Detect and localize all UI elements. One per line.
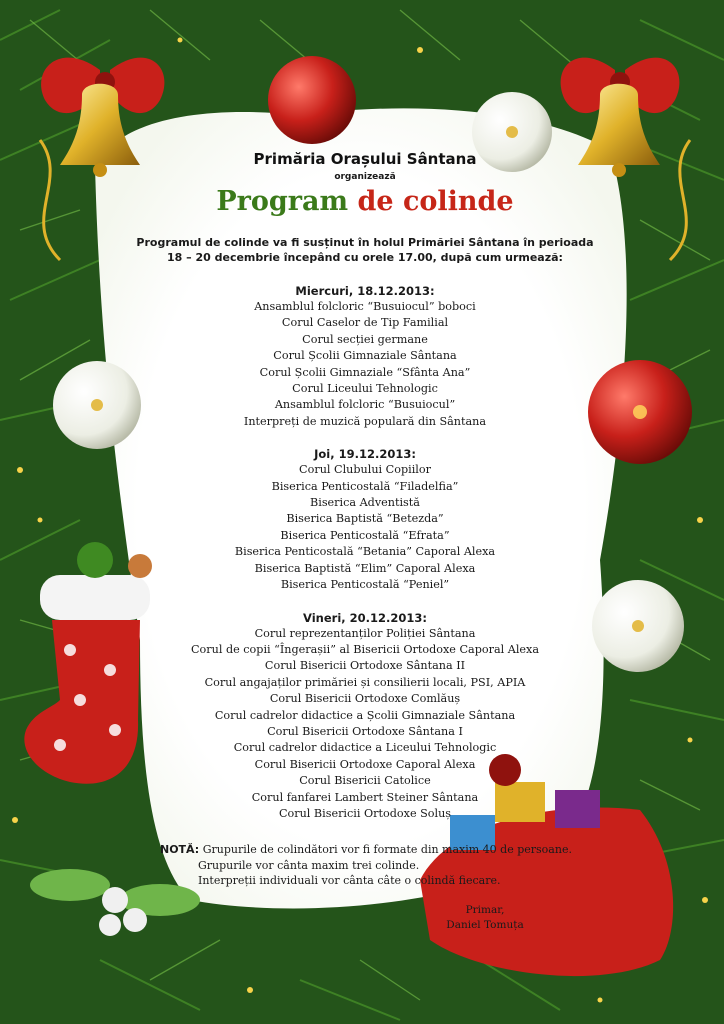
day-heading: Vineri, 20.12.2013:: [303, 610, 427, 625]
signature-block: [440, 903, 530, 933]
organizer-title: Primăria Orașului Sântana: [253, 150, 477, 168]
list-item: Corul Bisericii Ortodoxe Sântana I: [267, 724, 463, 738]
day-wednesday: [130, 283, 600, 430]
day-heading: Miercuri, 18.12.2013:: [295, 284, 435, 298]
intro-line-2: 18 – 20 decembrie începând cu orele 17.00, după cum urmează:: [167, 251, 563, 264]
list-item: Corul secției germane: [302, 332, 428, 346]
note-text-1: Grupurile de colindători vor fi formate din maxim 40 de persoane.: [202, 843, 572, 856]
list-item: Corul Caselor de Tip Familial: [281, 316, 449, 330]
list-item: Biserica Baptistă “Betezda”: [286, 512, 444, 526]
list-item: Corul Clubului Copiilor: [299, 463, 431, 477]
note-line-3: Interpreții individuali vor cânta câte o colindă fiecare.: [198, 874, 501, 887]
organizes-label: organizează: [334, 172, 396, 182]
list-item: Corul Liceului Tehnologic: [292, 382, 438, 396]
intro-text: [120, 235, 610, 265]
list-item: Corul Școlii Gimnaziale “Sfânta Ana”: [259, 365, 471, 379]
list-item: Corul reprezentanților Poliției Sântana: [254, 626, 476, 640]
list-item: Corul cadrelor didactice a Școlii Gimnaziale Sântana: [214, 708, 516, 722]
list-item: Biserica Baptistă “Elim” Caporal Alexa: [254, 561, 476, 575]
ornament-icon: [268, 56, 356, 144]
note-line-1: [160, 842, 600, 858]
list-item: Corul Bisericii Ortodoxe Soluș: [278, 806, 452, 820]
list-item: Corul Bisericii Ortodoxe Sântana II: [264, 659, 466, 673]
list-item: Corul Bisericii Ortodoxe Caporal Alexa: [254, 757, 476, 771]
note-label: NOTĂ:: [160, 843, 200, 856]
day-thursday: [130, 446, 600, 593]
title-colinde: de colinde: [357, 186, 514, 217]
list-item: Biserica Penticostală “Filadelfia”: [271, 479, 459, 493]
note-line-2: Grupurile vor cânta maxim trei colinde.: [198, 858, 420, 872]
signature-name: Daniel Tomuța: [446, 919, 524, 931]
program-content: [130, 150, 600, 838]
day-heading: Joi, 19.12.2013:: [314, 447, 416, 462]
list-item: Interpreți de muzică populară din Sântana: [243, 414, 487, 428]
list-item: Corul de copii “Îngerașii” al Bisericii Ortodoxe Caporal Alexa: [190, 642, 540, 656]
list-item: Biserica Penticostală “Efrata”: [280, 528, 450, 542]
intro-line-1: Programul de colinde va fi susținut în holul Primăriei Sântana în perioada: [136, 236, 594, 249]
list-item: Corul Școlii Gimnaziale Sântana: [273, 349, 457, 363]
note-block: [160, 842, 600, 889]
day-friday: [130, 610, 600, 823]
list-item: Corul angajaților primăriei și consilierii locali, PSI, APIA: [204, 675, 526, 689]
list-item: Corul fanfarei Lambert Steiner Sântana: [251, 790, 479, 804]
list-item: Ansamblul folcloric “Busuiocul” boboci: [254, 300, 476, 313]
signature-role: Primar,: [465, 904, 505, 916]
page-title: [130, 186, 600, 217]
list-item: Corul Bisericii Catolice: [299, 774, 431, 788]
list-item: Biserica Adventistă: [310, 496, 420, 510]
list-item: Corul cadrelor didactice a Liceului Tehnologic: [233, 741, 497, 755]
list-item: Biserica Penticostală “Betania” Caporal Alexa: [234, 545, 496, 559]
list-item: Ansamblul folcloric “Busuiocul”: [274, 398, 456, 412]
list-item: Corul Bisericii Ortodoxe Comlăuș: [269, 692, 461, 706]
list-item: Biserica Penticostală “Peniel”: [280, 578, 450, 592]
title-program: Program: [216, 186, 349, 217]
